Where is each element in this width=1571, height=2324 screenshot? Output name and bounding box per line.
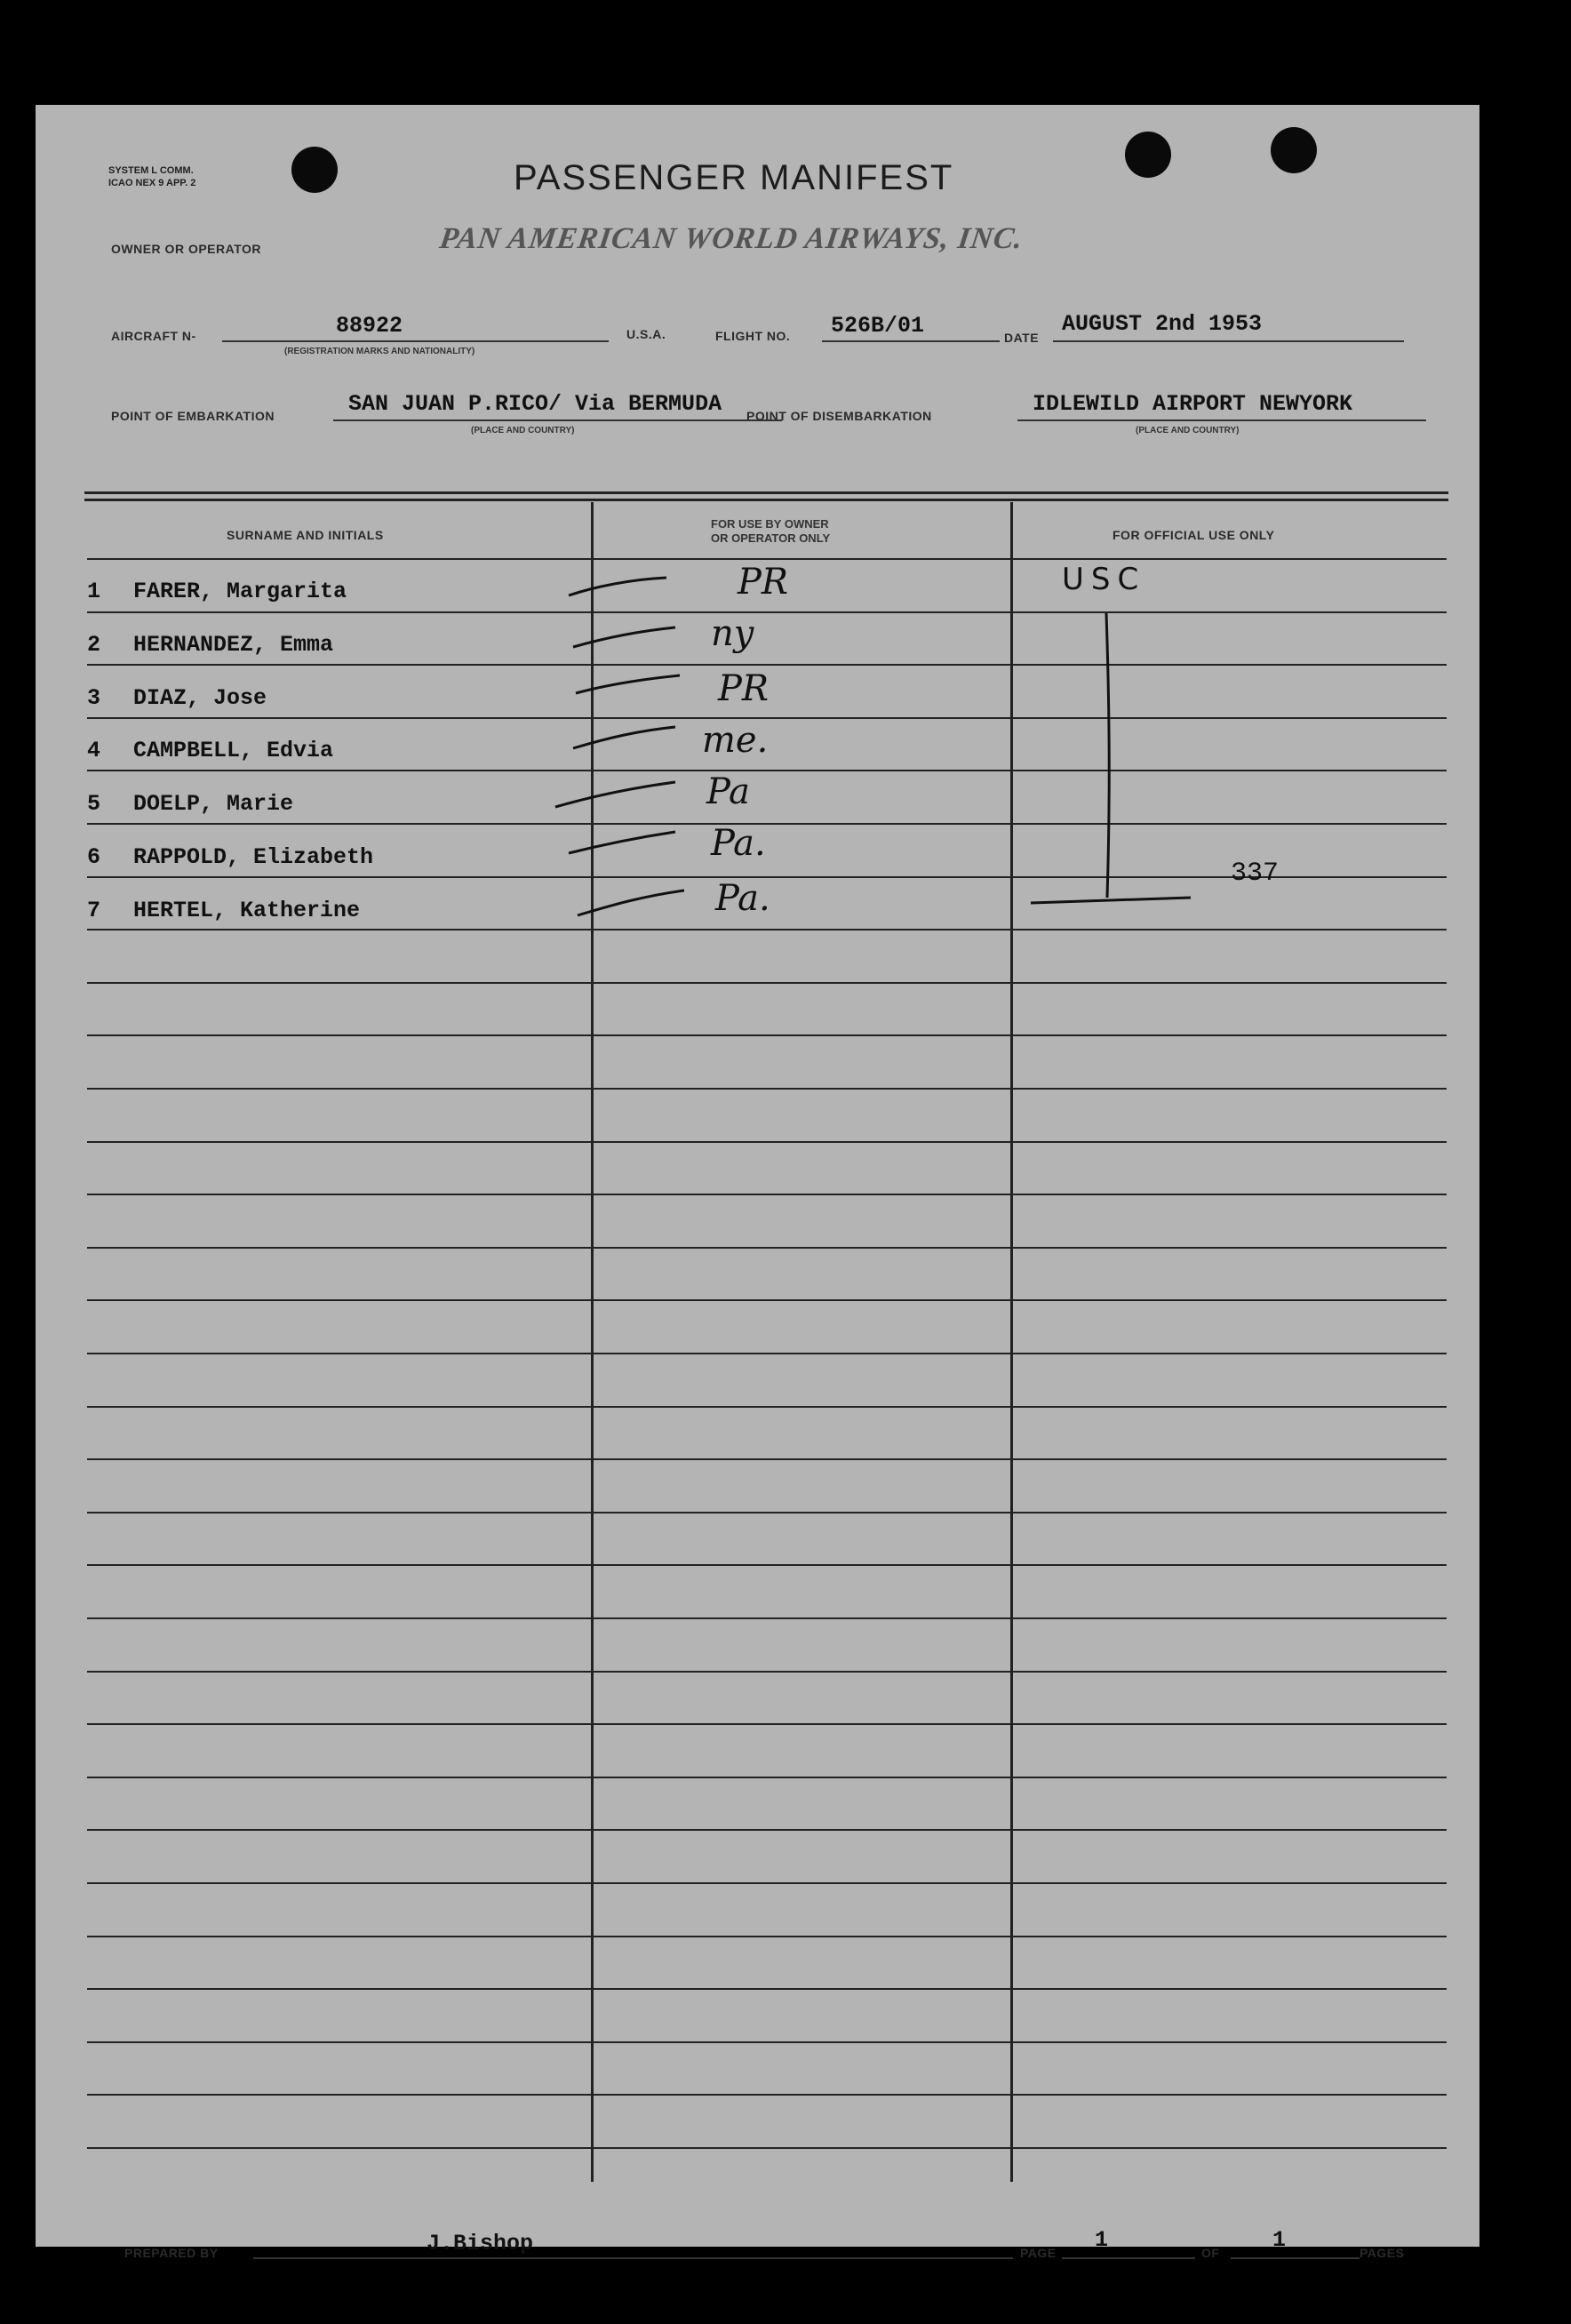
pages-label: PAGES [1360, 2246, 1405, 2260]
table-rule [87, 1564, 1447, 1566]
table-rule [87, 664, 1447, 666]
punch-hole [1271, 127, 1317, 173]
row-number: 4 [87, 738, 101, 763]
place-caption-embark: (PLACE AND COUNTRY) [471, 426, 575, 435]
flight-label: FLIGHT NO. [715, 329, 791, 343]
table-rule [87, 982, 1447, 984]
passenger-name: HERNANDEZ, Emma [133, 632, 334, 658]
page-value: 1 [1095, 2227, 1109, 2253]
date-underline [1053, 340, 1404, 342]
table-rule [87, 1777, 1447, 1778]
aircraft-underline [222, 340, 609, 342]
page-label: PAGE [1020, 2246, 1057, 2260]
official-bracket [1022, 604, 1200, 915]
passenger-name: CAMPBELL, Edvia [133, 738, 334, 763]
row-number: 7 [87, 898, 101, 923]
of-underline [1231, 2257, 1360, 2259]
table-rule [87, 1723, 1447, 1725]
passenger-name: DIAZ, Jose [133, 685, 267, 711]
table-rule [87, 1247, 1447, 1249]
col-header-official: FOR OFFICIAL USE ONLY [1112, 528, 1275, 542]
table-rule [87, 1194, 1447, 1195]
official-count: 337 [1231, 859, 1280, 889]
owner-label: OWNER OR OPERATOR [111, 242, 261, 256]
table-rule [87, 2041, 1447, 2043]
passenger-mark: Pa [706, 771, 750, 812]
prepared-label: PREPARED BY [124, 2246, 219, 2260]
table-rule [87, 1088, 1447, 1090]
embark-underline [333, 419, 782, 421]
row-number: 5 [87, 791, 101, 817]
row-number: 3 [87, 685, 101, 711]
punch-hole [291, 147, 338, 193]
manifest-sheet [36, 105, 1479, 2247]
registration-caption: (REGISTRATION MARKS AND NATIONALITY) [284, 347, 475, 356]
of-value: 1 [1272, 2227, 1287, 2253]
passenger-mark: me. [702, 720, 769, 761]
table-rule [87, 1882, 1447, 1884]
flight-value: 526B/01 [831, 313, 925, 339]
table-rule [87, 1406, 1447, 1408]
table-rule [87, 1936, 1447, 1937]
passenger-mark: PR [718, 668, 770, 709]
aircraft-label: AIRCRAFT N- [111, 329, 196, 343]
punch-hole [1125, 132, 1171, 178]
table-top-rule-2 [84, 499, 1448, 501]
table-rule [87, 1988, 1447, 1990]
passenger-mark: Pa. [711, 823, 766, 864]
table-top-rule [84, 491, 1448, 494]
passenger-mark: PR [738, 562, 789, 603]
official-note: USC [1062, 562, 1146, 597]
prepared-value: J.Bishop [427, 2231, 534, 2256]
corner-line-2: ICAO NEX 9 APP. 2 [108, 178, 196, 188]
handwritten-dashes [533, 560, 711, 933]
owner-value: PAN AMERICAN WORLD AIRWAYS, INC. [437, 222, 1025, 255]
table-rule [87, 1829, 1447, 1831]
col-header-owner-2: OR OPERATOR ONLY [711, 531, 831, 545]
embark-value: SAN JUAN P.RICO/ Via BERMUDA [348, 391, 722, 417]
row-number: 1 [87, 579, 101, 604]
table-rule [87, 929, 1447, 930]
table-rule [87, 1617, 1447, 1619]
flight-underline [822, 340, 1000, 342]
disembark-underline [1017, 419, 1426, 421]
embark-label: POINT OF EMBARKATION [111, 409, 275, 423]
passenger-name: DOELP, Marie [133, 791, 294, 817]
passenger-name: FARER, Margarita [133, 579, 347, 604]
of-label: OF [1201, 2246, 1220, 2260]
row-number: 6 [87, 844, 101, 870]
page-title: PASSENGER MANIFEST [514, 158, 954, 197]
col-header-owner-1: FOR USE BY OWNER [711, 517, 829, 531]
date-value: AUGUST 2nd 1953 [1062, 311, 1263, 337]
row-number: 2 [87, 632, 101, 658]
table-rule [87, 1141, 1447, 1143]
corner-line-1: SYSTEM L COMM. [108, 165, 194, 176]
table-rule [87, 1671, 1447, 1673]
column-divider-2 [1010, 502, 1013, 2182]
prepared-underline [253, 2257, 1013, 2259]
passenger-name: HERTEL, Katherine [133, 898, 361, 923]
page-underline [1062, 2257, 1195, 2259]
usa-label: U.S.A. [626, 327, 666, 341]
passenger-mark: ny [711, 613, 754, 654]
passenger-name: RAPPOLD, Elizabeth [133, 844, 374, 870]
table-rule [87, 1299, 1447, 1301]
table-rule [87, 558, 1447, 560]
table-rule [87, 770, 1447, 771]
table-rule [87, 2094, 1447, 2096]
aircraft-value: 88922 [336, 313, 403, 339]
passenger-mark: Pa. [715, 878, 770, 919]
table-rule [87, 1353, 1447, 1354]
table-rule [87, 1512, 1447, 1513]
table-rule [87, 717, 1447, 719]
disembark-value: IDLEWILD AIRPORT NEWYORK [1033, 391, 1353, 417]
table-rule [87, 1034, 1447, 1036]
col-header-surname: SURNAME AND INITIALS [227, 528, 384, 542]
place-caption-disembark: (PLACE AND COUNTRY) [1136, 426, 1240, 435]
table-rule [87, 1458, 1447, 1460]
table-rule [87, 823, 1447, 825]
date-label: DATE [1004, 331, 1040, 345]
table-rule [87, 2147, 1447, 2149]
disembark-label: POINT OF DISEMBARKATION [746, 409, 932, 423]
table-rule [87, 611, 1447, 613]
